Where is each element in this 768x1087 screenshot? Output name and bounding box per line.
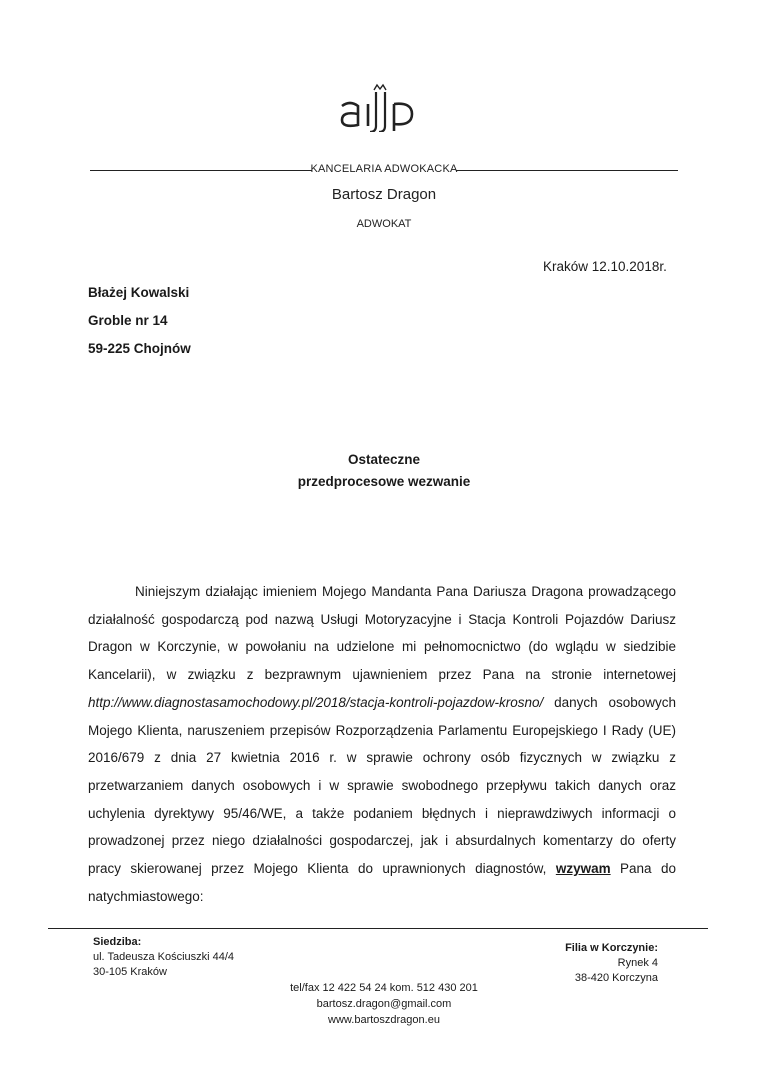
document-title-line-2: przedprocesowe wezwanie [297, 474, 471, 489]
emphasis-word: wzywam [555, 861, 611, 877]
letter-body [88, 578, 676, 910]
recipient-name: Błażej Kowalski [88, 285, 190, 300]
document-title-line-1: Ostateczne [347, 452, 421, 467]
branch-city: 38-420 Korczyna [574, 972, 658, 984]
body-text-part-2: danych osobowych Mojego Klienta, naruszeniem przepisów Rozporządzenia Parlamentu Europejskiego I Rady (UE) 2016/679 z dnia 27 kwietnia 2016 r. w sprawie ochrony osób fizycznych w związku z przetwarzaniem danych osobowych i w sprawie swobodnego przepływu takich danych oraz uchylenia dyrektywy 95/46/WE, a także podaniem błędnych i nieprawdziwych informacji o prowadzonej przez niego działalności gospodarczej, jak i absurdalnych komentarzy do oferty pracy skierowanej przez Mojego Klienta do uprawnionych diagnostów, [88, 694, 676, 877]
body-text-part-1: Niniejszym działając imieniem Mojego Mandanta Pana Dariusza Dragona prowadzącego działalność gospodarczą pod nazwą Usługi Motoryzacyjne i Stacja Kontroli Pojazdów Dariusz Dragon w Korczynie, w powołaniu na udzielone mi pełnomocnictwo (do wglądu w siedzibie Kancelarii), w związku z bezprawnym ujawnieniem przez Pana na stronie internetowej [88, 584, 676, 683]
footer-rule [48, 928, 708, 929]
lawyer-title: ADWOKAT [356, 218, 412, 230]
ajjp-logo-icon [338, 82, 430, 132]
body-text-part-3: Pana do natychmiastowego: [88, 861, 676, 904]
recipient-block [88, 283, 191, 367]
firm-logo [0, 82, 768, 137]
firm-header-line [90, 163, 678, 179]
lawyer-name: Bartosz Dragon [331, 186, 437, 203]
firm-name: KANCELARIA ADWOKACKA [310, 163, 458, 175]
recipient-street: Groble nr 14 [88, 313, 168, 328]
seat-street: ul. Tadeusza Kościuszki 44/4 [93, 951, 235, 963]
website-url: http://www.diagnostasamochodowy.pl/2018/stacja-kontroli-pojazdow-krosno/ [88, 694, 544, 710]
contact-email: bartosz.dragon@gmail.com [316, 998, 452, 1010]
seat-city: 30-105 Kraków [93, 966, 167, 978]
contact-website: www.bartoszdragon.eu [328, 1014, 440, 1026]
branch-label: Filia w Korczynie: [565, 942, 658, 954]
footer-seat [93, 935, 234, 980]
recipient-city: 59-225 Chojnów [88, 341, 191, 356]
seat-label: Siedziba: [93, 936, 142, 948]
place-date: Kraków 12.10.2018r. [543, 259, 667, 274]
header-rule-right [456, 170, 678, 171]
contact-phone: tel/fax 12 422 54 24 kom. 512 430 201 [290, 982, 478, 994]
footer-contact [0, 980, 768, 1028]
branch-street: Rynek 4 [617, 957, 658, 969]
body-paragraph [88, 578, 676, 910]
